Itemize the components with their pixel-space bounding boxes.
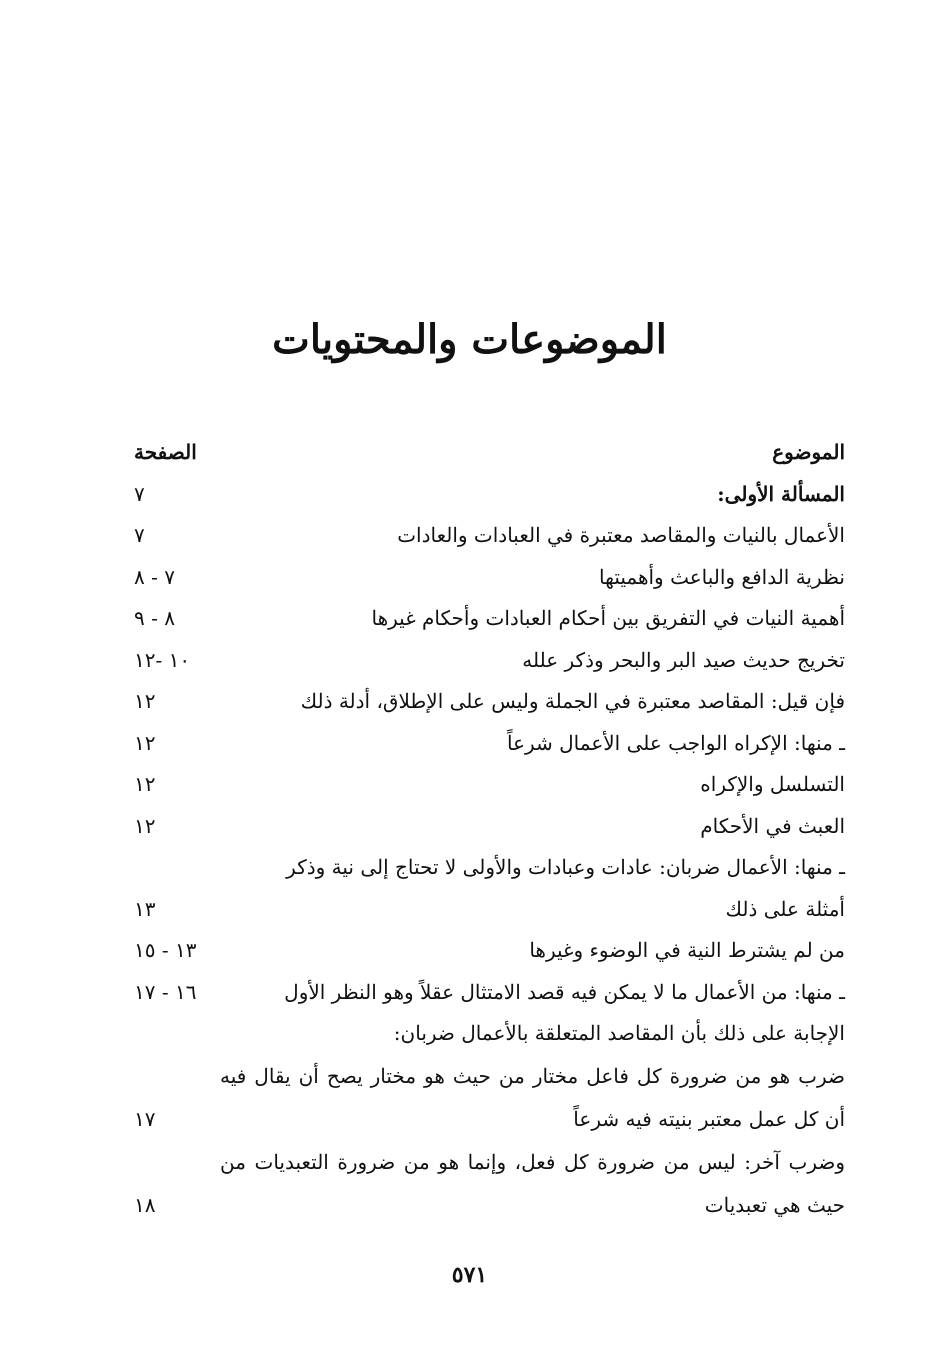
toc-row [134, 640, 845, 682]
page-number: ٥٧١ [451, 1262, 488, 1288]
toc-page: ١٢ [134, 813, 156, 838]
toc-page: ٧ [134, 523, 145, 547]
toc-row [134, 598, 845, 640]
toc-page: ٧ - ٨ [134, 564, 175, 589]
toc-topic: فإن قيل: المقاصد معتبرة في الجملة وليس على الإطلاق، أدلة ذلك [300, 689, 845, 713]
toc-topic: ـ منها: الإكراه الواجب على الأعمال شرعاً [506, 730, 845, 755]
toc-topic: تخريج حديث صيد البر والبحر وذكر علله [522, 647, 845, 672]
toc-page: ١٠ -١٢ [134, 647, 191, 672]
toc-header-page: الصفحة [134, 440, 197, 464]
toc-row [134, 847, 845, 889]
toc-row [134, 681, 845, 723]
toc-row [134, 1013, 845, 1055]
toc-topic: التسلسل والإكراه [700, 772, 845, 796]
toc-topic: من لم يشترط النية في الوضوء وغيرها [529, 938, 845, 962]
toc-topic: أهمية النيات في التفريق بين أحكام العبادات وأحكام غيرها [371, 606, 845, 630]
toc-row [134, 474, 845, 516]
toc-row [134, 1141, 845, 1227]
toc-page: ١٢ [134, 772, 156, 796]
toc-row [134, 889, 845, 931]
toc-row [134, 723, 845, 765]
toc-topic: أمثلة على ذلك [725, 896, 845, 921]
toc-page: ١٣ - ١٥ [134, 938, 197, 962]
page-title: الموضوعات والمحتويات [272, 316, 667, 363]
toc-topic: الإجابة على ذلك بأن المقاصد المتعلقة بالأعمال ضربان: [393, 1021, 845, 1045]
toc-header-row [134, 432, 845, 474]
toc-page: ١٢ [134, 730, 156, 755]
toc-row [134, 1055, 845, 1141]
toc-topic: ـ منها: من الأعمال ما لا يمكن فيه قصد الامتثال عقلاً وهو النظر الأول [284, 979, 845, 1004]
toc-topic: نظرية الدافع والباعث وأهميتها [599, 564, 845, 589]
toc-row [134, 806, 845, 848]
toc-row [134, 764, 845, 806]
toc-page: ١٧ [134, 1107, 156, 1131]
toc-header-topic: الموضوع [772, 440, 845, 464]
toc-page: ١٨ [134, 1193, 156, 1217]
toc-page: ٧ [134, 481, 145, 506]
table-of-contents [134, 432, 845, 1227]
toc-topic: المسألة الأولى: [717, 481, 845, 506]
toc-page: ١٢ [134, 689, 156, 713]
toc-page: ٨ - ٩ [134, 606, 175, 630]
toc-topic: وضرب آخر: ليس من ضرورة كل فعل، وإنما هو من ضرورة التعبديات من حيث هي تعبديات [220, 1149, 845, 1217]
toc-row [134, 515, 845, 557]
toc-row [134, 930, 845, 972]
toc-row [134, 557, 845, 599]
toc-page: ١٣ [134, 896, 156, 921]
toc-topic: ضرب هو من ضرورة كل فاعل مختار من حيث هو مختار يصح أن يقال فيه أن كل عمل معتبر بنيته فيه شرعاً [220, 1063, 845, 1131]
toc-topic: الأعمال بالنيات والمقاصد معتبرة في العبادات والعادات [397, 523, 845, 547]
toc-row [134, 972, 845, 1014]
toc-page: ١٦ - ١٧ [134, 979, 197, 1004]
toc-topic: ـ منها: الأعمال ضربان: عادات وعبادات والأولى لا تحتاج إلى نية وذكر [286, 855, 845, 879]
toc-topic: العبث في الأحكام [700, 813, 845, 838]
